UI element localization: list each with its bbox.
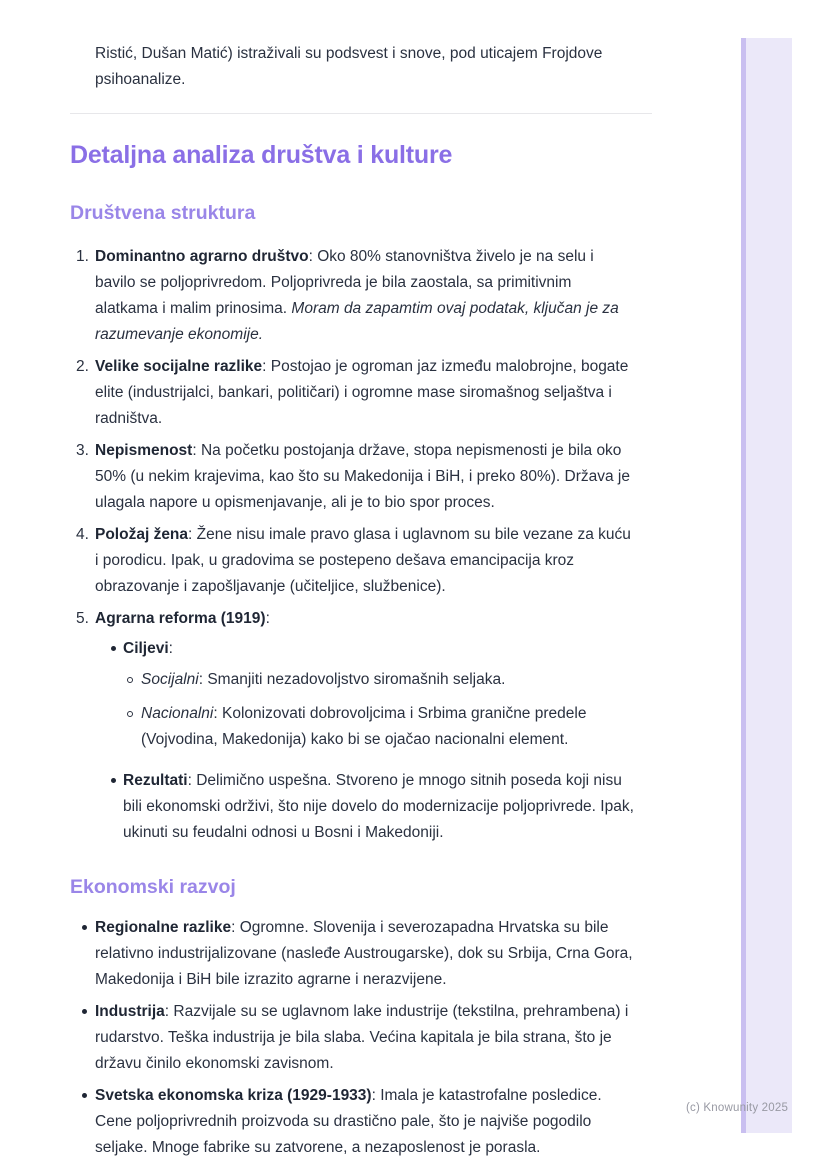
drustvena-list	[70, 244, 652, 853]
item-lead-italic: Socijalni	[141, 671, 199, 688]
nested-subitem-text	[141, 667, 635, 693]
item-body: : Delimično uspešna. Stvoreno je mnogo sitnih poseda koji nisu bili ekonomski održivi, što nije dovelo do modernizacije poljoprivrede. Ipak, ukinuti su feudalni odnosi u Bosni i Makedoniji.	[123, 772, 634, 841]
list-number: 3.	[76, 442, 89, 459]
item-lead: Rezultati	[123, 772, 188, 789]
item-body: : Kolonizovati dobrovoljcima i Srbima granične predele (Vojvodina, Makedonija) kako bi se ojačao nacionalni element.	[141, 705, 587, 748]
circle-bullet-icon	[127, 677, 133, 683]
bullet-icon	[111, 778, 116, 783]
list-item	[70, 915, 652, 993]
list-number: 5.	[76, 610, 89, 627]
item-lead: Nepismenost	[95, 442, 193, 459]
item-lead: Agrarna reforma (1919)	[95, 610, 266, 627]
item-lead: Položaj žena	[95, 526, 189, 543]
scrollbar[interactable]	[741, 38, 792, 1133]
nested-sublist	[123, 667, 635, 753]
item-body: : Žene nisu imale pravo glasa i uglavnom su bile vezane za kuću i porodicu. Ipak, u gradovima se postepeno dešava emancipacija kroz obrazovanje i zapošljavanje (učiteljice, službenice).	[95, 526, 631, 595]
list-item	[70, 522, 652, 600]
list-item	[70, 1083, 652, 1161]
item-body: : Postojao je ogroman jaz između malobrojne, bogate elite (industrijalci, bankari, političari) i ogromne mase siromašnog seljaštva i radništva.	[95, 358, 629, 427]
bullet-icon	[111, 646, 116, 651]
list-item-text	[95, 354, 635, 432]
item-lead-italic: Nacionalni	[141, 705, 214, 722]
page-title: Detaljna analiza društva i kulture	[70, 141, 453, 169]
bullet-icon	[82, 925, 87, 930]
item-body: : Imala je katastrofalne posledice. Cene poljoprivrednih proizvoda su drastično pale, što je najviše pogodilo seljake. Mnoge fabrike su zatvorene, a nezaposlenost je porasla.	[95, 1087, 602, 1156]
nested-list-item	[95, 636, 635, 761]
circle-bullet-icon	[127, 711, 133, 717]
nested-list-item	[95, 768, 635, 846]
watermark: (c) Knowunity 2025	[686, 1102, 789, 1114]
item-body: : Na početku postojanja države, stopa nepismenosti je bila oko 50% (u nekim krajevima, kao što su Makedonija i BiH, i preko 80%). Država je ulagala napore u opismenjavanje, ali je to bio spor proces.	[95, 442, 630, 511]
item-lead: Dominantno agrarno društvo	[95, 248, 309, 265]
subheading-ekonomski-razvoj: Ekonomski razvoj	[70, 876, 236, 898]
item-lead: Velike socijalne razlike	[95, 358, 263, 375]
item-body: : Razvijale su se uglavnom lake industrije (tekstilna, prehrambena) i rudarstvo. Teška industrija je bila slaba. Većina kapitala je bila strana, što je državu činilo ekonomski zavisnom.	[95, 1003, 629, 1072]
item-body: : Smanjiti nezadovoljstvo siromašnih seljaka.	[198, 671, 506, 688]
item-colon: :	[265, 610, 270, 627]
list-item-text	[95, 522, 635, 600]
list-item-text	[95, 244, 635, 348]
intro-paragraph: Ristić, Dušan Matić) istraživali su podsvest i snove, pod uticajem Frojdove psihoanalize.	[95, 45, 603, 88]
list-item	[70, 244, 652, 348]
ekonomski-list	[70, 915, 652, 1161]
item-head	[123, 636, 635, 662]
nested-item-text	[123, 636, 635, 761]
list-item-text	[95, 999, 635, 1077]
list-item	[70, 354, 652, 432]
list-item	[70, 438, 652, 516]
item-note: Moram da zapamtim ovaj podatak, ključan je za razumevanje ekonomije.	[95, 300, 619, 343]
item-head	[95, 606, 635, 632]
list-number: 1.	[76, 248, 89, 265]
item-lead: Industrija	[95, 1003, 165, 1020]
item-body: : Oko 80% stanovništva živelo je na selu i bavilo se poljoprivredom. Poljoprivreda je bila zaostala, sa primitivnim alatkama i malim prinosima.	[95, 248, 594, 317]
nested-item-text	[123, 768, 635, 846]
item-lead: Regionalne razlike	[95, 919, 232, 936]
list-item-text	[95, 915, 635, 993]
list-item-text	[95, 438, 635, 516]
nested-sublist-item	[123, 667, 635, 693]
item-lead: Svetska ekonomska kriza (1929-1933)	[95, 1087, 372, 1104]
list-item-text	[95, 1083, 635, 1161]
list-number: 2.	[76, 358, 89, 375]
section-divider	[70, 113, 652, 114]
item-body: : Ogromne. Slovenija i severozapadna Hrvatska su bile relativno industrijalizovane (nasleđe Austrougarske), dok su Srbija, Crna Gora, Makedonija i BiH bile izrazito agrarne i nerazvijene.	[95, 919, 633, 988]
list-item	[70, 999, 652, 1077]
bullet-icon	[82, 1009, 87, 1014]
bullet-icon	[82, 1093, 87, 1098]
subheading-drustvena-struktura: Društvena struktura	[70, 202, 256, 224]
list-item-text	[95, 606, 635, 853]
list-number: 4.	[76, 526, 89, 543]
item-lead: Ciljevi	[123, 640, 169, 657]
nested-list	[95, 636, 635, 846]
item-colon: :	[168, 640, 173, 657]
nested-subitem-text	[141, 701, 635, 753]
nested-sublist-item	[123, 701, 635, 753]
list-item	[70, 606, 652, 853]
